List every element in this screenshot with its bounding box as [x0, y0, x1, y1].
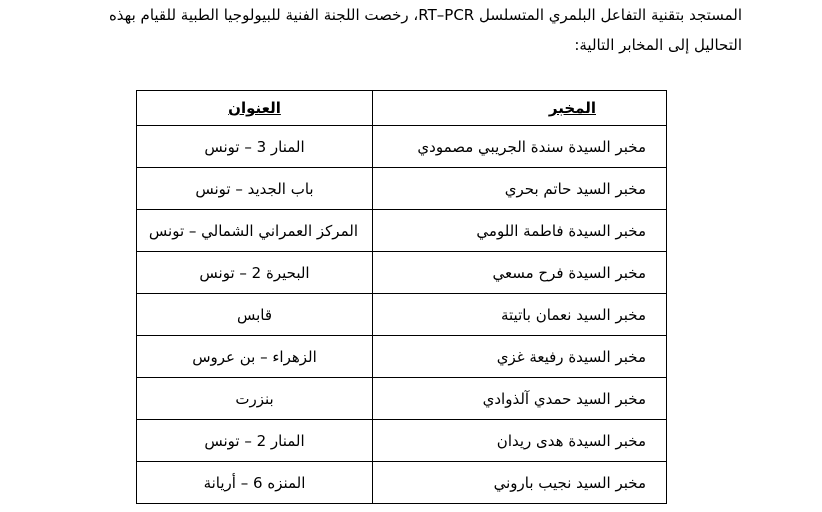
lab-address: المنار 2 – تونس — [137, 420, 373, 462]
lab-address: قابس — [137, 294, 373, 336]
table-row — [137, 420, 667, 462]
lab-name: مخبر السيد نجيب باروني — [373, 462, 667, 504]
lab-address: بنزرت — [137, 378, 373, 420]
table-row — [137, 126, 667, 168]
intro-line-2: التحاليل إلى المخابر التالية: — [574, 36, 742, 54]
table-header-row — [137, 91, 667, 126]
lab-address: الزهراء – بن عروس — [137, 336, 373, 378]
lab-name: مخبر السيدة هدى ريدان — [373, 420, 667, 462]
table-row — [137, 210, 667, 252]
lab-name: مخبر السيدة سندة الجريبي مصمودي — [373, 126, 667, 168]
lab-name: مخبر السيد نعمان باتيتة — [373, 294, 667, 336]
laboratories-table — [136, 90, 667, 504]
header-address: العنوان — [137, 91, 373, 126]
lab-address: البحيرة 2 – تونس — [137, 252, 373, 294]
table-row — [137, 294, 667, 336]
table-row — [137, 462, 667, 504]
table-row — [137, 168, 667, 210]
header-lab: المخبر — [373, 91, 667, 126]
lab-address: المركز العمراني الشمالي – تونس — [137, 210, 373, 252]
intro-paragraph — [82, 0, 742, 60]
lab-name: مخبر السيد حمدي آلذوادي — [373, 378, 667, 420]
lab-name: مخبر السيدة رفيعة غزي — [373, 336, 667, 378]
table-row — [137, 378, 667, 420]
lab-address: المنزه 6 – أريانة — [137, 462, 373, 504]
lab-name: مخبر السيد حاتم بحري — [373, 168, 667, 210]
table-row — [137, 252, 667, 294]
lab-name: مخبر السيدة فرح مسعي — [373, 252, 667, 294]
lab-address: باب الجديد – تونس — [137, 168, 373, 210]
table-row — [137, 336, 667, 378]
intro-line-1: المستجد بتقنية التفاعل البلمري المتسلسل RT–PCR، رخصت اللجنة الفنية للبيولوجيا الطبية للقيام بهذه — [108, 6, 742, 24]
lab-name: مخبر السيدة فاطمة اللومي — [373, 210, 667, 252]
lab-address: المنار 3 – تونس — [137, 126, 373, 168]
